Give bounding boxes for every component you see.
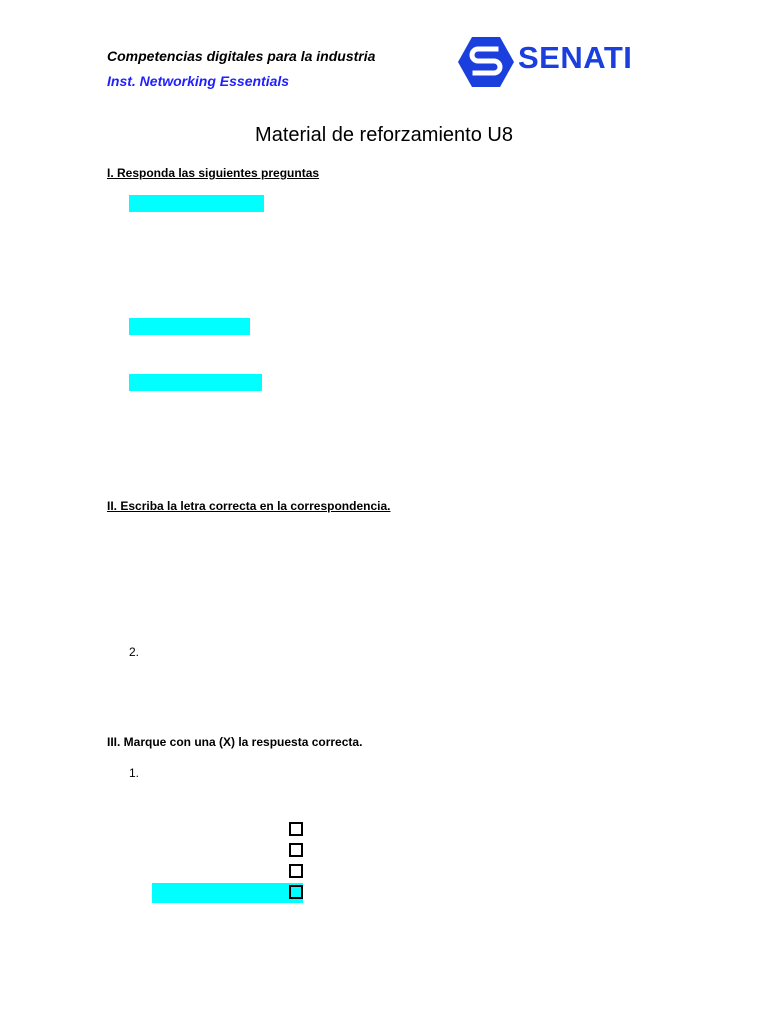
highlight-bar — [152, 883, 303, 903]
checkbox[interactable] — [289, 843, 303, 857]
course-title: Competencias digitales para la industria — [107, 48, 376, 64]
senati-logo — [458, 36, 648, 88]
course-subtitle: Inst. Networking Essentials — [107, 73, 290, 89]
checkbox[interactable] — [289, 885, 303, 899]
item-number: 2. — [129, 645, 140, 659]
checkbox[interactable] — [289, 864, 303, 878]
section-2-heading: II. Escriba la letra correcta en la correspondencia. — [107, 499, 391, 513]
senati-emblem-icon — [458, 36, 514, 88]
item-number: 1. — [129, 766, 140, 780]
highlight-bar — [129, 195, 264, 212]
checkbox[interactable] — [289, 822, 303, 836]
page-title: Material de reforzamiento U8 — [255, 124, 513, 146]
section-3-heading: III. Marque con una (X) la respuesta correcta. — [107, 735, 363, 749]
highlight-bar — [129, 318, 250, 335]
section-1-heading: I. Responda las siguientes preguntas — [107, 166, 320, 180]
logo-text: SENATI — [518, 40, 633, 75]
highlight-bar — [129, 374, 262, 391]
